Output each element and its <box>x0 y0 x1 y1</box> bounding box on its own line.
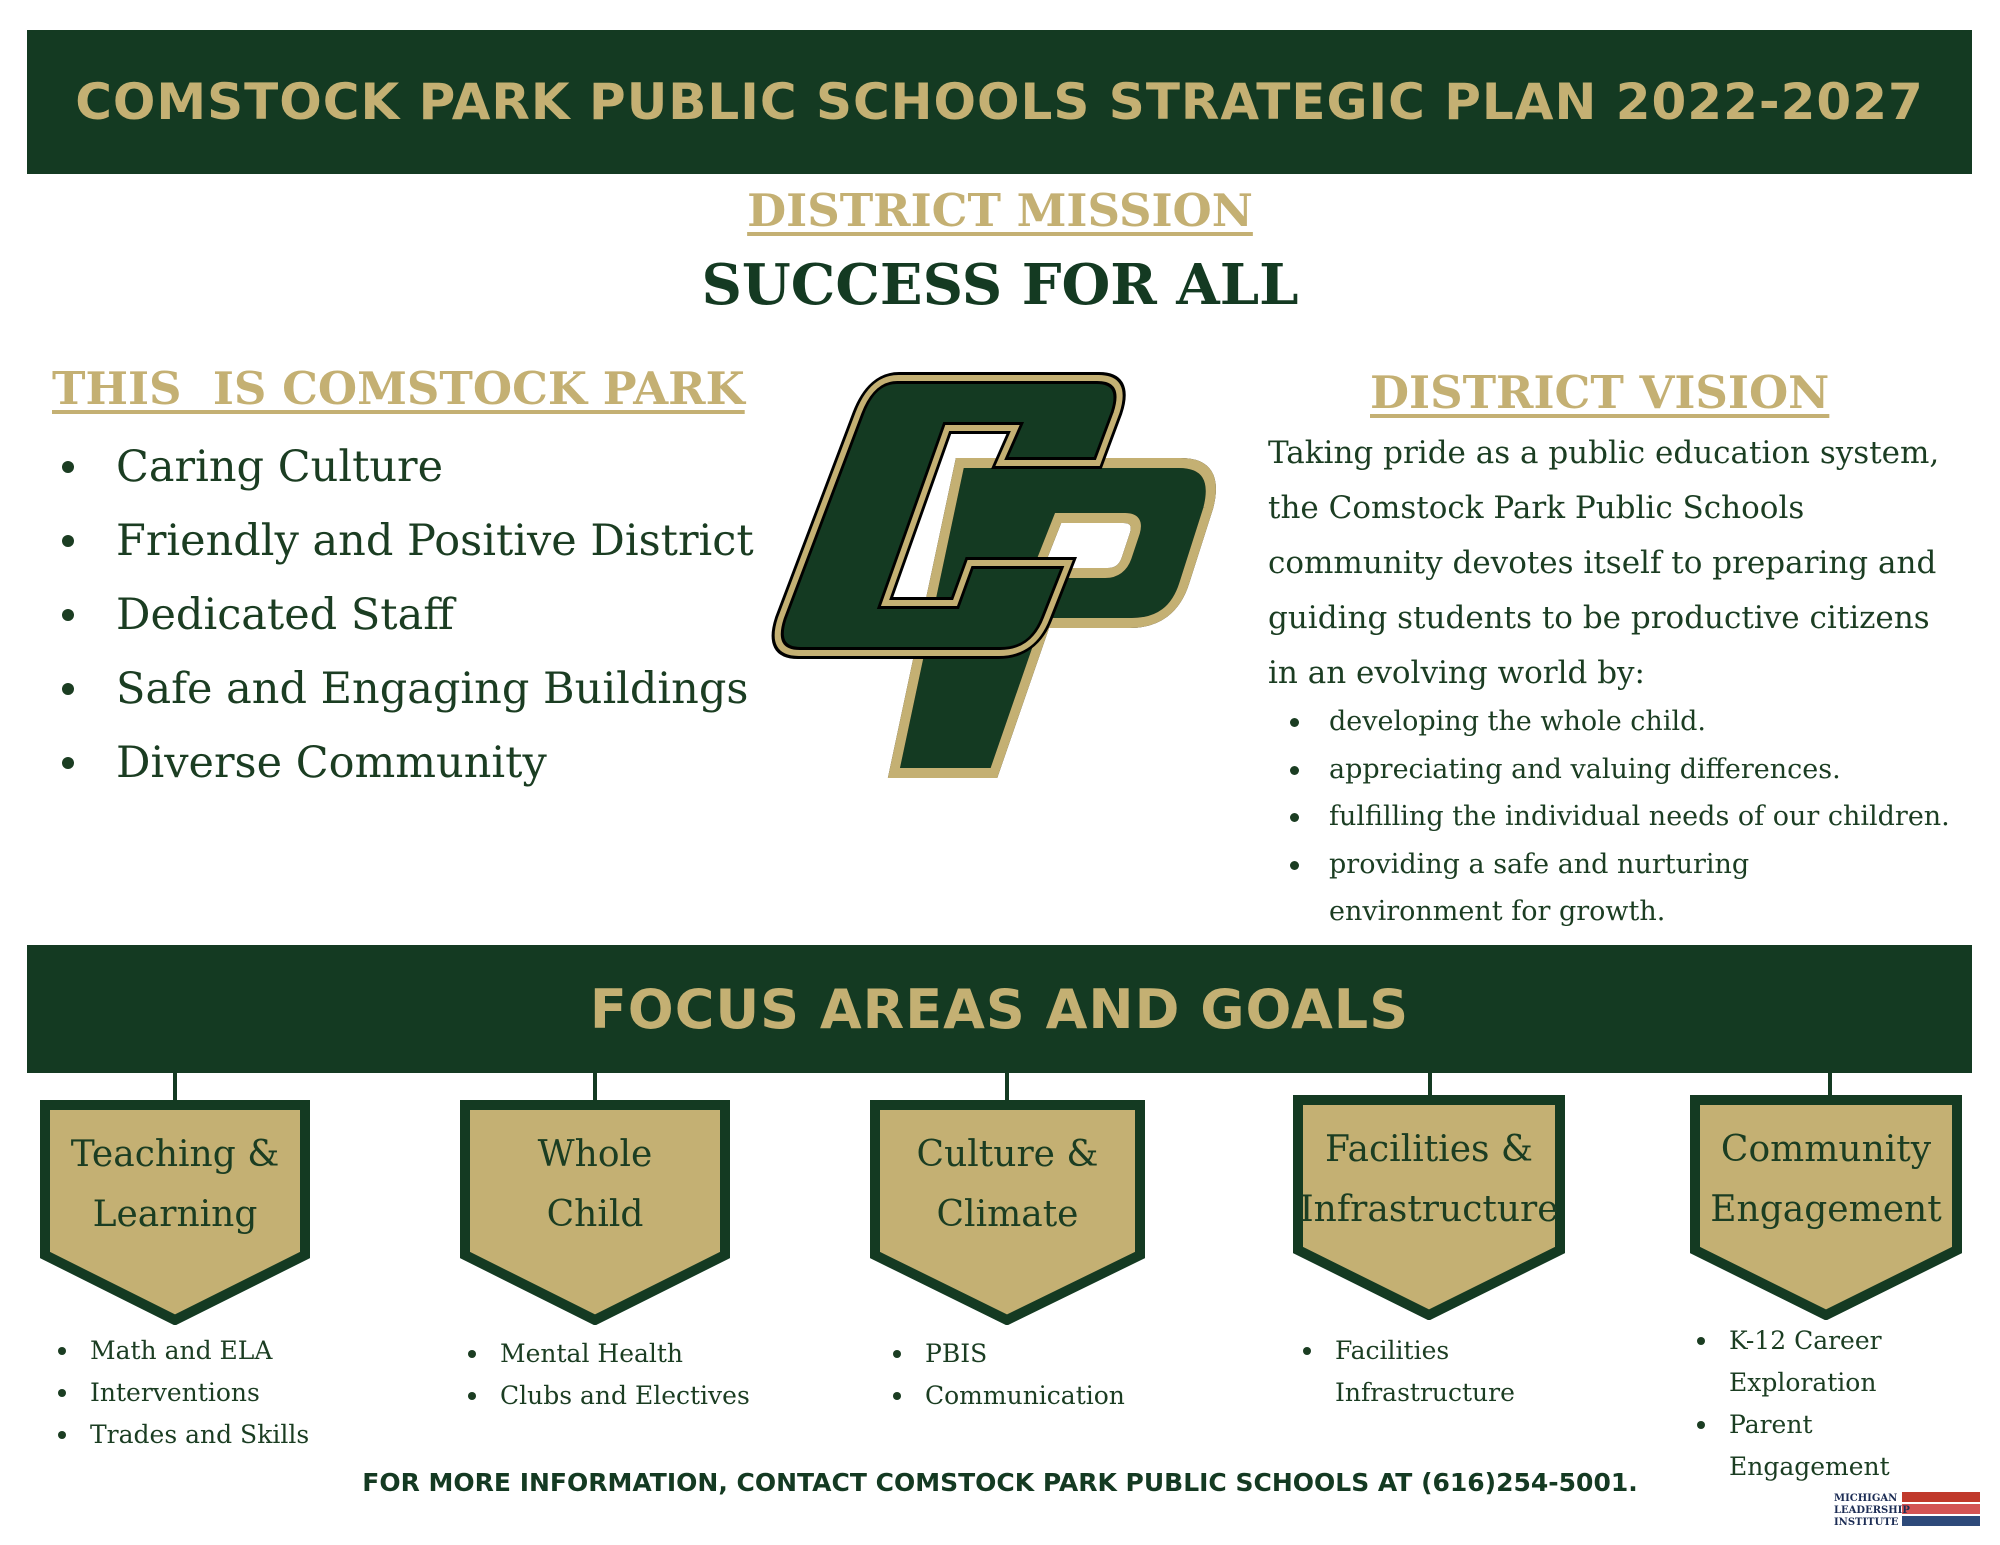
goal-list <box>58 1330 309 1456</box>
focus-area-label: Teaching & Learning <box>70 1134 280 1235</box>
list-item: appreciating and valuing differences. <box>1290 746 1990 794</box>
list-item: Parent <box>1697 1404 1890 1446</box>
bullet-icon <box>1303 1347 1311 1355</box>
goal-list <box>468 1333 750 1417</box>
svg-text:LEADERSHIP: LEADERSHIP <box>1834 1505 1910 1516</box>
focus-banner <box>27 945 1972 1073</box>
list-item: developing the whole child. <box>1290 698 1990 746</box>
connector-line <box>173 1073 177 1103</box>
bullet-icon <box>62 535 74 547</box>
focus-area-label: Culture & Climate <box>916 1134 1099 1235</box>
list-item: Infrastructure <box>1335 1378 1515 1407</box>
list-item: environment for growth. <box>1329 896 1666 927</box>
bullet-icon <box>1290 813 1299 822</box>
connector-line <box>593 1073 597 1103</box>
list-item: Math and ELA <box>58 1330 309 1372</box>
list-item: Interventions <box>58 1372 309 1414</box>
mission-heading: DISTRICT MISSION <box>747 184 1253 237</box>
list-item: Trades and Skills <box>58 1414 309 1456</box>
list-item: Mental Health <box>468 1333 750 1375</box>
bullet-icon <box>58 1389 66 1397</box>
list-item: Engagement <box>1729 1452 1890 1481</box>
header-banner <box>27 30 1972 174</box>
focus-title: FOCUS AREAS AND GOALS <box>589 977 1410 1041</box>
bullet-icon <box>62 757 74 769</box>
vision-heading: DISTRICT VISION <box>1370 366 1830 419</box>
list-item: Caring Culture <box>62 430 754 504</box>
list-item: Facilities <box>1303 1330 1515 1372</box>
this-is-list <box>62 430 754 800</box>
focus-area-label: Facilities & Infrastructure <box>1299 1129 1559 1230</box>
bullet-icon <box>468 1392 476 1400</box>
focus-area-label: Community Engagement <box>1710 1129 1942 1230</box>
list-item: Diverse Community <box>62 726 754 800</box>
goal-list <box>893 1333 1125 1417</box>
goal-list <box>1303 1330 1515 1414</box>
bullet-icon <box>1697 1421 1705 1429</box>
vision-bullets <box>1290 698 1990 936</box>
bullet-icon <box>468 1350 476 1358</box>
michigan-leadership-institute-logo-icon <box>1832 1490 1982 1530</box>
connector-line <box>1005 1073 1009 1103</box>
bullet-icon <box>58 1431 66 1439</box>
list-item: Exploration <box>1729 1368 1877 1397</box>
list-item: K-12 Career <box>1697 1320 1890 1362</box>
page-title: COMSTOCK PARK PUBLIC SCHOOLS STRATEGIC PLAN 2022-2027 <box>75 73 1924 131</box>
list-item: Dedicated Staff <box>62 578 754 652</box>
list-item: Clubs and Electives <box>468 1375 750 1417</box>
cp-logo-icon <box>770 368 1240 788</box>
this-is-heading: THIS IS COMSTOCK PARK <box>52 362 745 415</box>
list-item: Friendly and Positive District <box>62 504 754 578</box>
list-item: Communication <box>893 1375 1125 1417</box>
list-item: Safe and Engaging Buildings <box>62 652 754 726</box>
list-item: fulfilling the individual needs of our children. <box>1290 793 1990 841</box>
svg-text:MICHIGAN: MICHIGAN <box>1834 1493 1898 1504</box>
bullet-icon <box>62 461 74 473</box>
focus-area-label: Whole Child <box>537 1134 653 1235</box>
bullet-icon <box>1290 861 1299 870</box>
goal-list <box>1697 1320 1890 1488</box>
bullet-icon <box>62 683 74 695</box>
bullet-icon <box>893 1350 901 1358</box>
svg-text:INSTITUTE: INSTITUTE <box>1834 1517 1899 1528</box>
list-item: PBIS <box>893 1333 1125 1375</box>
bullet-icon <box>1290 718 1299 727</box>
list-item: providing a safe and nurturing <box>1290 841 1990 889</box>
bullet-icon <box>58 1347 66 1355</box>
mission-statement: SUCCESS FOR ALL <box>701 252 1299 318</box>
bullet-icon <box>1697 1337 1705 1345</box>
bullet-icon <box>1290 766 1299 775</box>
bullet-icon <box>893 1392 901 1400</box>
bullet-icon <box>62 609 74 621</box>
vision-paragraph: Taking pride as a public education system, the Comstock Park Public Schools community devotes itself to preparing and guiding students to be productive citizens in an evolving world by: <box>1268 435 1940 691</box>
contact-footer: FOR MORE INFORMATION, CONTACT COMSTOCK PARK PUBLIC SCHOOLS AT (616)254-5001. <box>362 1468 1638 1497</box>
